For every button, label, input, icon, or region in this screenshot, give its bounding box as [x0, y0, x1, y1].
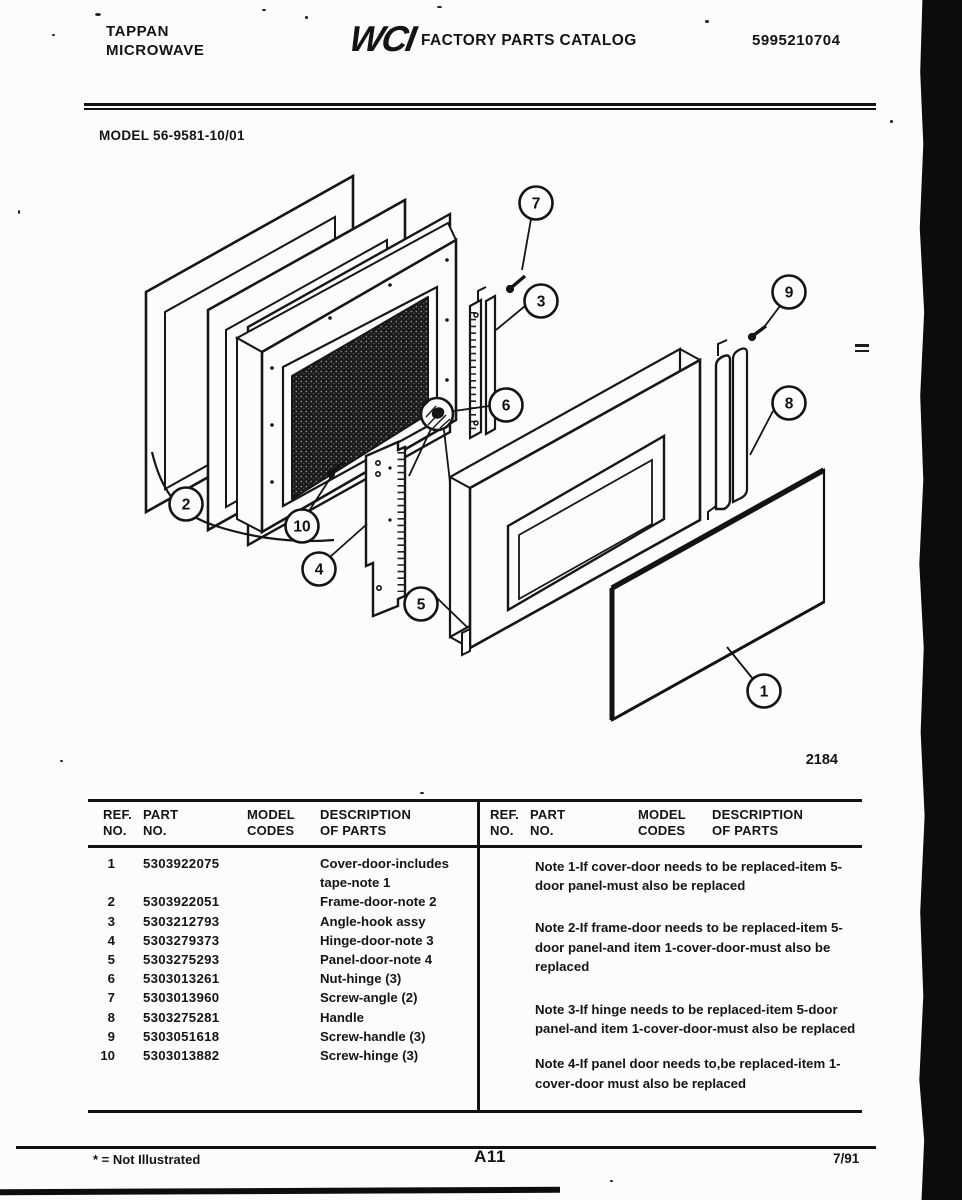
part-number: 5303279373	[143, 932, 220, 948]
handle-bottom-foot	[708, 506, 716, 520]
catalog-title: FACTORY PARTS CATALOG	[421, 32, 637, 49]
callout-7	[520, 187, 553, 271]
note-2: Note 2-If frame-door needs to be replaced-item 5-door panel-and item 1-cover-door-must also be replaced	[535, 920, 843, 974]
table-bottom-rule	[88, 1110, 862, 1113]
exploded-view-diagram	[90, 160, 920, 780]
table-row	[95, 1029, 477, 1048]
angle-hook-bracket	[470, 287, 495, 438]
callout-1-label: 1	[759, 683, 769, 701]
callout-1	[727, 647, 781, 708]
table-row	[95, 894, 477, 913]
part-description: Cover-door-includes	[320, 856, 449, 871]
part-description: Screw-handle (3)	[320, 1028, 426, 1044]
col-header-ref-l2: NO.	[103, 822, 127, 838]
part-number: 5303013261	[143, 971, 220, 987]
part-ref: 4	[107, 932, 115, 948]
col-header-ref-r2: NO.	[490, 822, 514, 838]
col-header-part-r1: PART	[530, 807, 566, 822]
callout-10-label: 10	[293, 518, 311, 536]
door-panel-edge-2	[680, 349, 700, 360]
model-number: MODEL 56-9581-10/01	[99, 128, 245, 143]
part-ref: 10	[100, 1047, 115, 1063]
table-row	[95, 971, 477, 990]
part-description: Frame-door-note 2	[320, 894, 437, 910]
part-number: 5303013882	[143, 1047, 220, 1063]
hinge-rivet-1	[388, 518, 391, 521]
col-header-model-l2: CODES	[247, 822, 295, 838]
publication-number: 5995210704	[752, 32, 841, 49]
callout-9-label: 9	[784, 284, 794, 302]
part-ref: 8	[107, 1009, 115, 1025]
note-1: Note 1-If cover-door needs to be replaced-item 5-door panel-must also be replaced	[535, 859, 843, 894]
scan-speck	[420, 792, 424, 794]
part-number: 5303922051	[143, 894, 220, 910]
scan-speck	[437, 6, 442, 8]
door-handle	[708, 340, 747, 520]
part-description: Hinge-door-note 3	[320, 932, 434, 948]
part-ref: 3	[107, 913, 115, 929]
callout-8	[750, 387, 806, 456]
brand-name	[106, 22, 204, 60]
col-header-ref-right	[490, 807, 519, 838]
callout-7-label: 7	[531, 195, 541, 213]
part-ref: 7	[107, 990, 115, 1006]
part-description: Handle	[320, 1009, 364, 1025]
table-row-continuation	[95, 875, 477, 894]
scan-edge-band	[918, 0, 962, 1200]
part-ref: 9	[107, 1028, 115, 1044]
door-panel-foot	[462, 629, 470, 655]
col-header-model-left	[247, 807, 295, 838]
hinge-rivet-2	[388, 466, 391, 469]
part-number: 5303275293	[143, 951, 220, 967]
col-header-desc-right	[712, 807, 803, 838]
callout-6-label: 6	[501, 397, 511, 415]
col-header-ref-left	[103, 807, 132, 838]
handle-top-hook	[718, 340, 727, 356]
col-header-desc-l1: DESCRIPTION	[320, 807, 412, 822]
angle-hook-strip-front	[470, 300, 481, 438]
callout-5-label: 5	[416, 596, 426, 614]
hinge-plate	[366, 442, 405, 616]
screen-door-side-edge	[237, 338, 262, 532]
col-header-model-right	[638, 807, 686, 838]
scan-speck	[52, 34, 55, 36]
col-header-part-r2: NO.	[530, 822, 554, 838]
col-header-model-r2: CODES	[638, 822, 686, 838]
brand-line2: MICROWAVE	[106, 42, 205, 59]
header-rule-bottom	[84, 108, 876, 110]
callout-2-label: 2	[181, 496, 191, 514]
scan-speck	[305, 16, 308, 19]
callout-4-label: 4	[314, 561, 324, 579]
scan-speck	[855, 350, 869, 352]
table-row	[95, 1010, 477, 1029]
header-rule-top	[84, 103, 876, 106]
part-description: Screw-angle (2)	[320, 990, 418, 1006]
part-description-cont: tape-note 1	[320, 875, 391, 891]
col-header-part-left	[143, 807, 178, 838]
part-number: 5303013960	[143, 990, 220, 1006]
scan-speck	[18, 210, 20, 214]
figure-number: 2184	[805, 752, 838, 768]
table-row	[95, 914, 477, 933]
scan-speck	[855, 344, 869, 347]
table-row	[95, 856, 477, 875]
footer-rule	[16, 1146, 876, 1149]
date-code: 7/91	[833, 1151, 860, 1166]
page-number: A11	[474, 1147, 506, 1166]
scan-speck	[705, 20, 709, 23]
note-4: Note 4-If panel door needs to,be replaced-item 1-cover-door must also be replaced	[535, 1056, 841, 1091]
brand-line1: TAPPAN	[106, 23, 170, 40]
callout-9	[762, 276, 806, 331]
wci-logo: WCI	[346, 18, 418, 59]
parts-list	[95, 856, 477, 1067]
col-header-part-l2: NO.	[143, 822, 167, 838]
scan-speck	[890, 120, 893, 123]
col-header-ref-l1: REF.	[103, 807, 132, 822]
not-illustrated-note: * = Not Illustrated	[93, 1152, 201, 1167]
part-description: Panel-door-note 4	[320, 951, 433, 967]
scan-speck	[95, 13, 101, 16]
callout-8-label: 8	[784, 395, 794, 413]
table-header-rule	[88, 845, 862, 848]
part-ref: 1	[107, 856, 115, 871]
part-number: 5303051618	[143, 1028, 220, 1044]
table-top-rule	[88, 799, 862, 802]
scan-speck	[262, 9, 266, 11]
table-row	[95, 952, 477, 971]
callout-3	[496, 285, 558, 331]
col-header-part-l1: PART	[143, 807, 179, 822]
part-description: Screw-hinge (3)	[320, 1047, 419, 1063]
callout-2	[170, 488, 203, 521]
hinge-bracket	[366, 442, 405, 616]
col-header-ref-r1: REF.	[490, 807, 519, 822]
col-header-part-right	[530, 807, 565, 838]
replacement-notes	[535, 857, 867, 1093]
table-row	[95, 990, 477, 1009]
table-row	[95, 1048, 477, 1067]
part-ref: 2	[107, 894, 115, 910]
handle-front-strip	[716, 356, 730, 510]
col-header-desc-left	[320, 807, 411, 838]
scan-speck	[60, 760, 63, 762]
part-description: Nut-hinge (3)	[320, 971, 402, 987]
screw-angle-shaft	[512, 276, 525, 287]
part-description: Angle-hook assy	[320, 913, 426, 929]
col-header-desc-l2: OF PARTS	[320, 822, 387, 838]
callout-3-label: 3	[536, 293, 546, 311]
col-header-desc-r1: DESCRIPTION	[712, 807, 804, 822]
part-number: 5303922075	[143, 856, 220, 871]
part-number: 5303212793	[143, 913, 220, 929]
part-ref: 5	[107, 951, 115, 967]
scan-speck	[610, 1180, 613, 1182]
part-ref: 6	[107, 971, 115, 987]
screw-angle-icon	[506, 276, 525, 293]
handle-back-strip	[733, 349, 747, 503]
part-number: 5303275281	[143, 1009, 220, 1025]
table-center-divider	[477, 799, 480, 1112]
col-header-model-r1: MODEL	[638, 807, 686, 822]
col-header-desc-r2: OF PARTS	[712, 822, 779, 838]
scan-bottom-bar	[0, 1187, 560, 1195]
table-row	[95, 933, 477, 952]
note-3: Note 3-If hinge needs to be replaced-item 5-door panel-and item 1-cover-door-must also be replaced	[535, 1002, 856, 1037]
col-header-model-l1: MODEL	[247, 807, 295, 822]
